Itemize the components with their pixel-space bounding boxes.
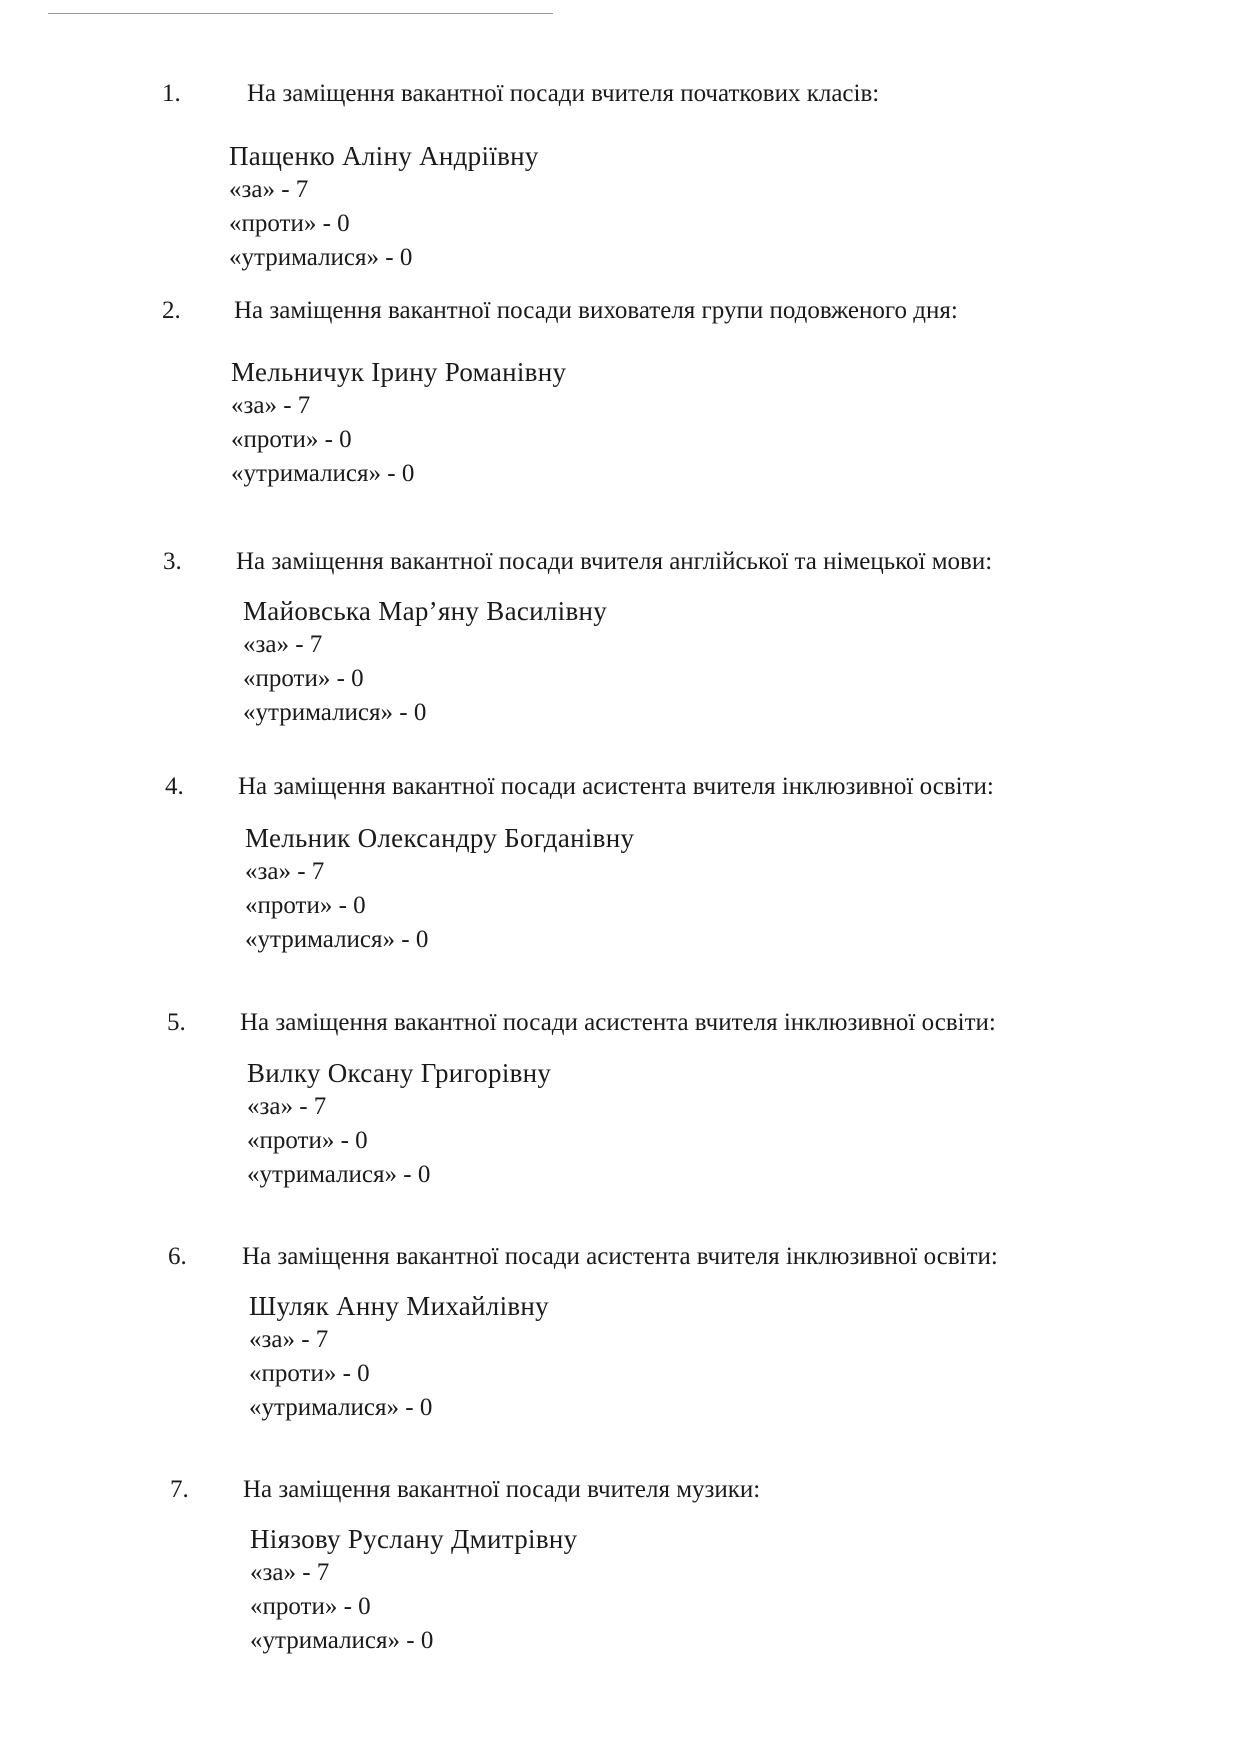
item-6-votes-for: «за» - 7 <box>249 1326 329 1353</box>
item-7-number: 7. <box>170 1476 189 1503</box>
item-5-candidate: Вилку Оксану Григорівну <box>247 1058 552 1088</box>
item-2-body <box>231 355 566 491</box>
item-1-votes-for: «за» - 7 <box>229 176 309 203</box>
item-4-votes-against: «проти» - 0 <box>245 892 366 919</box>
item-3-votes-for: «за» - 7 <box>243 631 323 658</box>
item-2-votes-abstained: «утрималися» - 0 <box>231 460 415 487</box>
item-2-candidate: Мельничук Ірину Романівну <box>231 357 567 387</box>
item-7-candidate: Ніязову Руслану Дмитрівну <box>250 1524 578 1554</box>
item-7-votes-against: «проти» - 0 <box>250 1593 371 1620</box>
item-4-votes-for: «за» - 7 <box>245 858 325 885</box>
item-7-body <box>250 1522 577 1658</box>
item-6-votes-abstained: «утрималися» - 0 <box>249 1394 433 1421</box>
item-2-votes-against: «проти» - 0 <box>231 426 352 453</box>
item-4-number: 4. <box>165 773 184 800</box>
item-5-votes-abstained: «утрималися» - 0 <box>247 1161 431 1188</box>
item-5-title: На заміщення вакантної посади асистента вчителя інклюзивної освіти: <box>240 1009 996 1036</box>
item-5-number: 5. <box>167 1009 186 1036</box>
item-4-candidate: Мельник Олександру Богданівну <box>245 823 635 853</box>
item-6-votes-against: «проти» - 0 <box>249 1360 370 1387</box>
item-7-votes-for: «за» - 7 <box>250 1559 330 1586</box>
item-6-title: На заміщення вакантної посади асистента вчителя інклюзивної освіти: <box>242 1243 998 1270</box>
item-1-title: На заміщення вакантної посади вчителя початкових класів: <box>247 80 880 107</box>
item-1-candidate: Пащенко Аліну Андріївну <box>229 141 539 171</box>
item-3-votes-against: «проти» - 0 <box>243 665 364 692</box>
item-5-body <box>247 1056 551 1192</box>
item-3-candidate: Майовська Мар’яну Василівну <box>243 596 608 626</box>
item-4-title: На заміщення вакантної посади асистента вчителя інклюзивної освіти: <box>238 773 994 800</box>
item-6-number: 6. <box>168 1243 187 1270</box>
item-5-votes-for: «за» - 7 <box>247 1093 327 1120</box>
item-2-title: На заміщення вакантної посади вихователя групи подовженого дня: <box>234 297 958 324</box>
item-6-candidate: Шуляк Анну Михайлівну <box>249 1291 549 1321</box>
item-1-number: 1. <box>162 80 181 107</box>
item-2-votes-for: «за» - 7 <box>231 392 311 419</box>
item-7-title: На заміщення вакантної посади вчителя музики: <box>243 1476 761 1503</box>
item-1-body <box>229 139 539 275</box>
item-3-title: На заміщення вакантної посади вчителя англійської та німецької мови: <box>236 548 993 575</box>
item-6-body <box>249 1289 549 1425</box>
top-divider-line <box>48 13 553 14</box>
item-2-number: 2. <box>162 297 181 324</box>
item-7-votes-abstained: «утрималися» - 0 <box>250 1627 434 1654</box>
item-5-votes-against: «проти» - 0 <box>247 1127 368 1154</box>
item-1-votes-against: «проти» - 0 <box>229 210 350 237</box>
item-4-body <box>245 821 634 957</box>
item-3-number: 3. <box>163 548 182 575</box>
item-1-votes-abstained: «утрималися» - 0 <box>229 244 413 271</box>
item-3-votes-abstained: «утрималися» - 0 <box>243 699 427 726</box>
item-3-body <box>243 594 607 730</box>
item-4-votes-abstained: «утрималися» - 0 <box>245 926 429 953</box>
